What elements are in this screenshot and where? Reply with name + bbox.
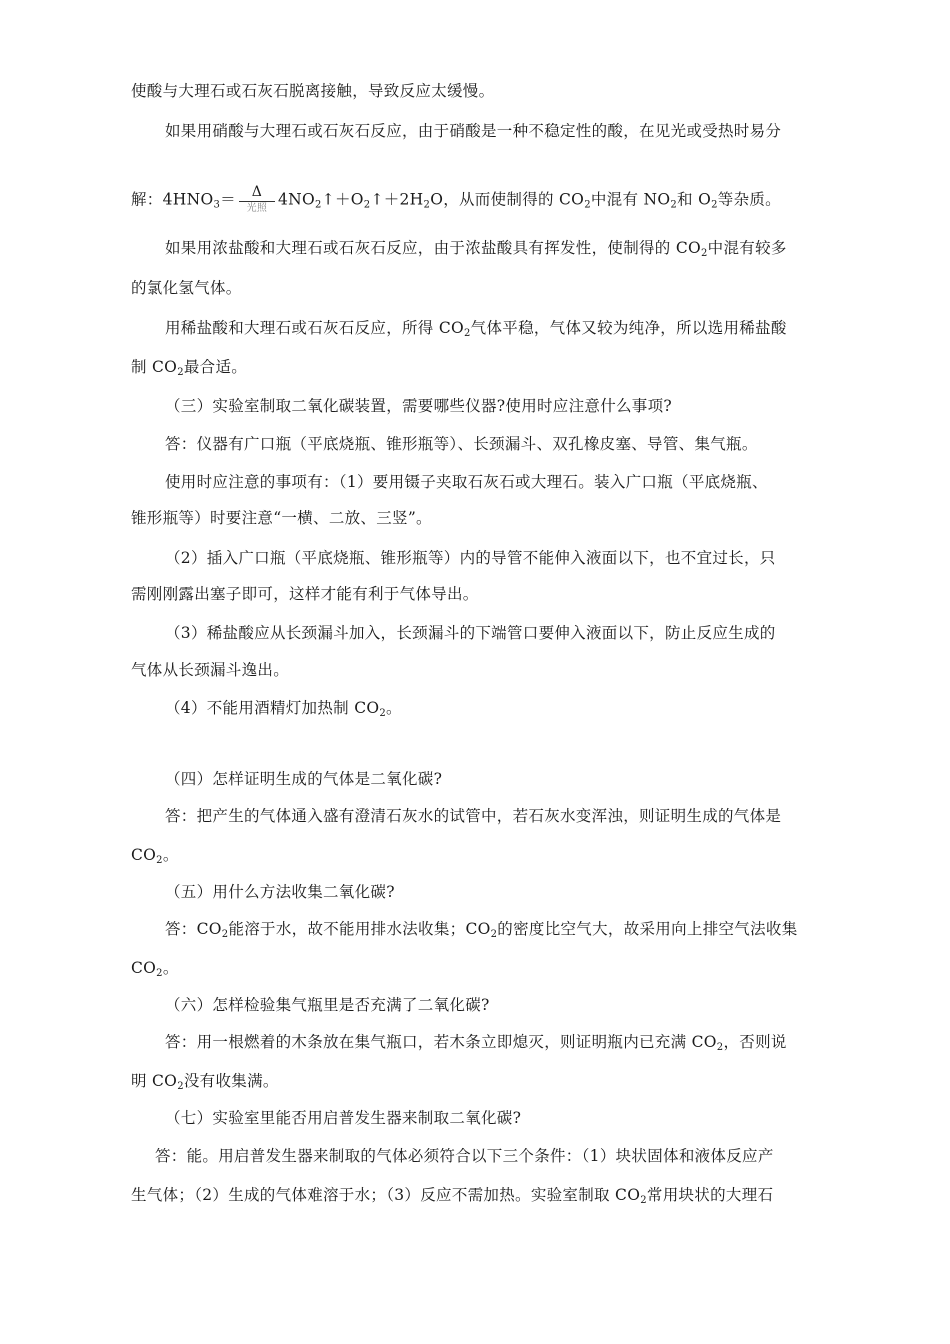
text-line: 制 $CO_2$最合适。 bbox=[131, 358, 248, 378]
text-line: 如果用硝酸与大理石或石灰石反应，由于硝酸是一种不稳定性的酸，在见光或受热时易分 bbox=[165, 122, 782, 140]
text-line: 使用时应注意的事项有：（1）要用镊子夹取石灰石或大理石。装入广口瓶（平底烧瓶、 bbox=[165, 473, 768, 491]
section-heading-4: （四）怎样证明生成的气体是二氧化碳? bbox=[165, 770, 443, 788]
text-line: 使酸与大理石或石灰石脱离接触，导致反应太缓慢。 bbox=[131, 82, 495, 100]
text-line: 生气体；（2）生成的气体难溶于水；（3）反应不需加热。实验室制取 $CO_2$常用块状的大理石 bbox=[131, 1186, 774, 1206]
text-line: （3）稀盐酸应从长颈漏斗加入，长颈漏斗的下端管口要伸入液面以下，防止反应生成的 bbox=[165, 624, 776, 642]
text-line: 需刚刚露出塞子即可，这样才能有利于气体导出。 bbox=[131, 585, 479, 603]
text-line: 答：用一根燃着的木条放在集气瓶口，若木条立即熄灭，则证明瓶内已充满 $CO_2$，否则说 bbox=[165, 1033, 787, 1053]
text-line: 锥形瓶等）时要注意“一横、二放、三竖”。 bbox=[131, 509, 432, 527]
text-line: 如果用浓盐酸和大理石或石灰石反应，由于浓盐酸具有挥发性，使制得的 $CO_2$中混有较多 bbox=[165, 239, 787, 259]
reaction-condition: $\frac{\Delta}{\text{光照}}$ bbox=[239, 185, 275, 216]
text-line: （2）插入广口瓶（平底烧瓶、锥形瓶等）内的导管不能伸入液面以下，也不宜过长，只 bbox=[165, 549, 776, 567]
section-heading-3: （三）实验室制取二氧化碳装置，需要哪些仪器?使用时应注意什么事项? bbox=[165, 397, 673, 415]
section-heading-7: （七）实验室里能否用启普发生器来制取二氧化碳? bbox=[165, 1109, 522, 1127]
equation-line: 解：$4HNO_3=$ $\frac{\Delta}{\text{光照}}$ $4NO_2↑+O_2↑+2H_2O$，从而使制得的 $CO_2$中混有 $NO_2$和 $O_2$等杂质。 bbox=[131, 184, 781, 214]
text-line: 答：仪器有广口瓶（平底烧瓶、锥形瓶等）、长颈漏斗、双孔橡皮塞、导管、集气瓶。 bbox=[165, 435, 758, 453]
text-line: 用稀盐酸和大理石或石灰石反应，所得 $CO_2$气体平稳，气体又较为纯净，所以选用稀盐酸 bbox=[165, 319, 787, 339]
text-line: 答：把产生的气体通入盛有澄清石灰水的试管中，若石灰水变浑浊，则证明生成的气体是 bbox=[165, 807, 782, 825]
text-line: 明 $CO_2$没有收集满。 bbox=[131, 1072, 279, 1092]
text-line: 答：能。用启普发生器来制取的气体必须符合以下三个条件：（1）块状固体和液体反应产 bbox=[155, 1147, 774, 1165]
text-line: 答：$CO_2$能溶于水，故不能用排水法收集；$CO_2$的密度比空气大，故采用向上排空气法收集 bbox=[165, 920, 798, 940]
section-heading-5: （五）用什么方法收集二氧化碳? bbox=[165, 883, 395, 901]
text-line: 的氯化氢气体。 bbox=[131, 279, 242, 297]
text-line: 气体从长颈漏斗逸出。 bbox=[131, 661, 290, 679]
text-line: $CO_2$。 bbox=[131, 959, 179, 979]
text-line: $CO_2$。 bbox=[131, 846, 179, 866]
section-heading-6: （六）怎样检验集气瓶里是否充满了二氧化碳? bbox=[165, 996, 490, 1014]
text-line: （4）不能用酒精灯加热制 $CO_2$。 bbox=[165, 699, 402, 719]
